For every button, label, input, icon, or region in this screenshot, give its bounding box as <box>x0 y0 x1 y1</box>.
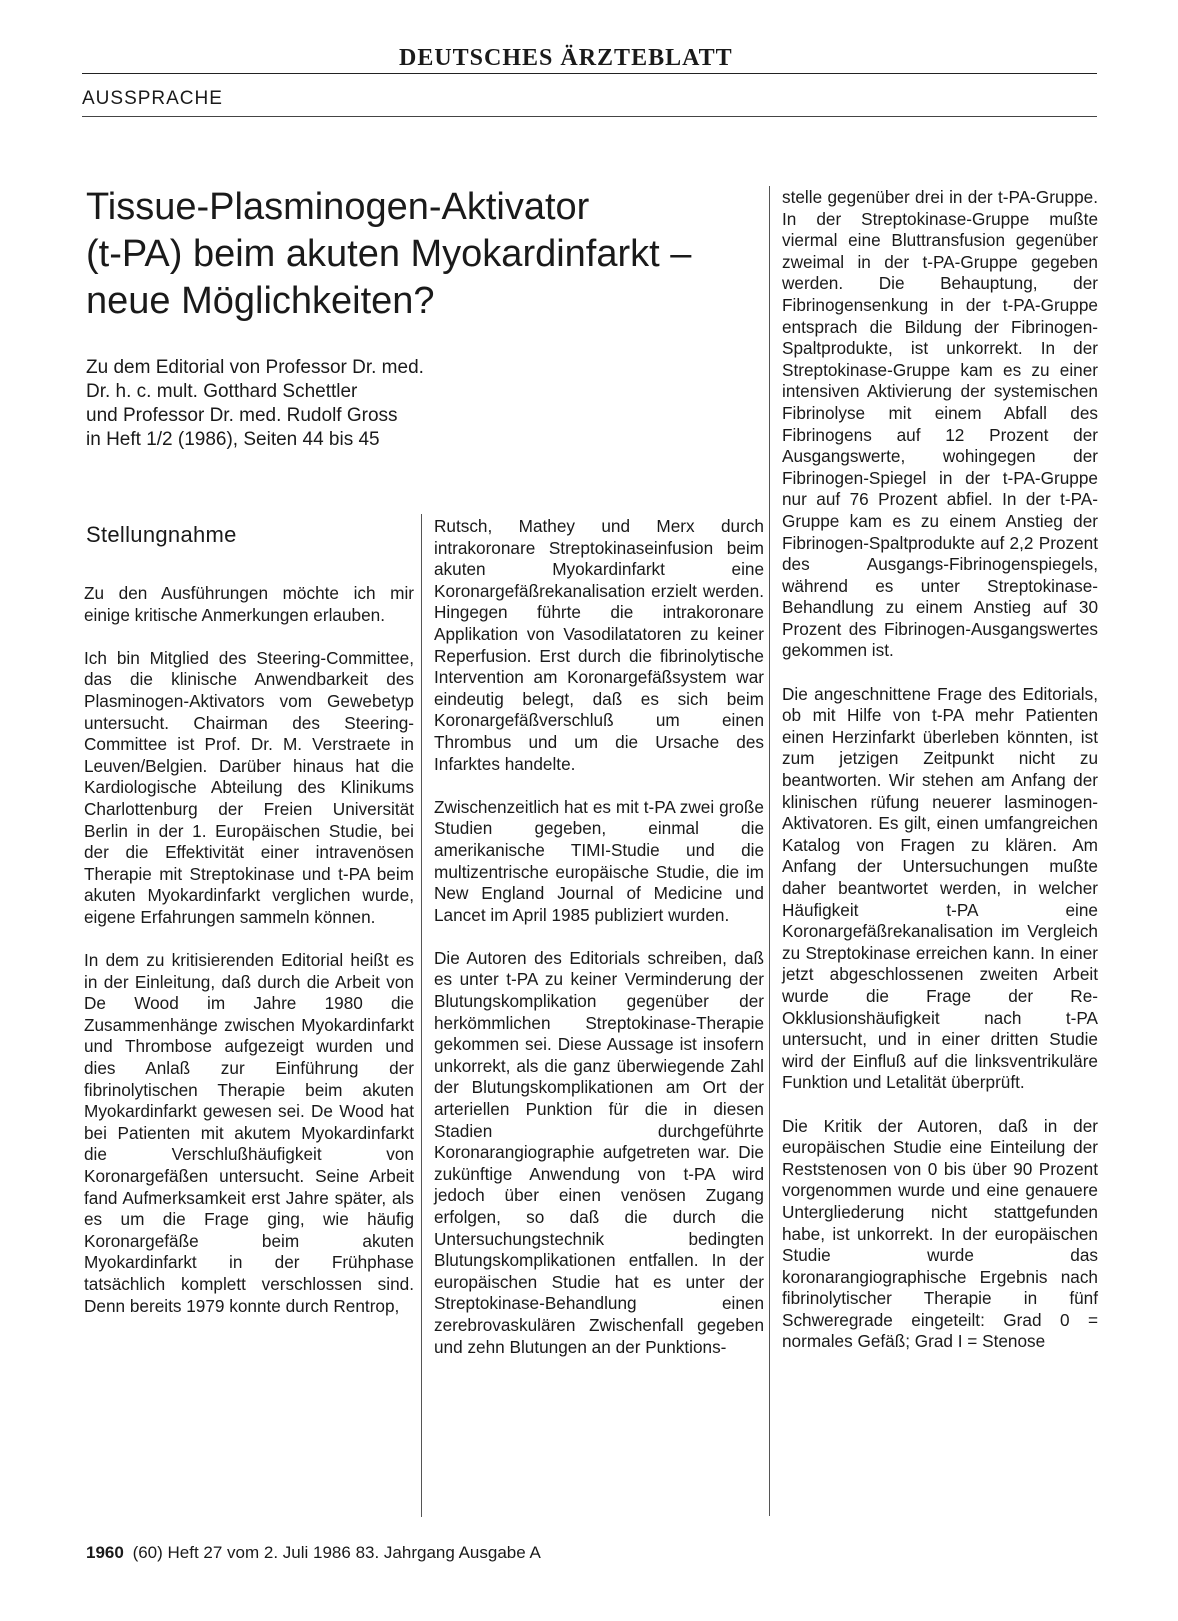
paragraph: In dem zu kritisierenden Editorial heißt es in der Einleitung, daß durch die Arbeit von De Wood im Jahre 1980 die Zusammenhänge zwischen Myokardinfarkt und Thrombose aufgezeigt wurden und dies Anlaß zur Einführung der fibrinolytischen Therapie beim akuten Myokardinfarkt gewesen sei. De Wood hat bei Patienten mit akutem Myokardinfarkt die Verschlußhäufigkeit von Koronargefäßen untersucht. Seine Arbeit fand Aufmerksamkeit erst Jahre später, als es um die Frage ging, wie häufig Koronargefäße beim akuten Myokardinfarkt in der Frühphase tatsächlich komplett verschlossen sind. Denn bereits 1979 konnte durch Rentrop, <box>84 950 414 1316</box>
reference-line: in Heft 1/2 (1986), Seiten 44 bis 45 <box>86 429 380 450</box>
paragraph: Die Kritik der Autoren, daß in der europäischen Studie eine Einteilung der Reststenosen von 0 bis über 90 Prozent vorgenommen wurde und eine genauere Untergliederung nicht stattgefunden habe, ist unkorrekt. In der europäischen Studie wurde das koronarangiographische Ergebnis nach fibrinolytischer Therapie in fünf Schweregrade eingeteilt: Grad 0 = normales Gefäß; Grad I = Stenose <box>782 1115 1098 1352</box>
section-rule <box>82 116 1097 117</box>
paragraph: stelle gegenüber drei in der t-PA-Gruppe. In der Streptokinase-Gruppe mußte viermal eine Bluttransfusion gegenüber zweimal in der t-PA-Gruppe gegeben werden. Die Behauptung, der Fibrinogensenkung in der t-PA-Gruppe entsprach die Bildung der Fibrinogen-Spaltprodukte, ist unkorrekt. In der Streptokinase-Gruppe kam es zu einer intensiven Aktivierung der systemischen Fibrinolyse mit einem Abfall des Fibrinogens auf 12 Prozent der Ausgangswerte, wohingegen der Fibrinogen-Spiegel in der t-PA-Gruppe nur auf 76 Prozent abfiel. In der t-PA-Gruppe kam es zu einem Anstieg der Fibrinogen-Spaltprodukte auf 2,2 Prozent des Ausgangs-Fibrinogenspiegels, während es unter Streptokinase-Behandlung zu einem Anstieg auf 30 Prozent des Fibrinogen-Ausgangswertes gekommen ist. <box>782 187 1098 661</box>
paragraph: Die angeschnittene Frage des Editorials, ob mit Hilfe von t-PA mehr Patienten einen Herzinfarkt überleben könnten, ist zum jetzigen Zeitpunkt nicht zu beantworten. Wir stehen am Anfang der klinischen rüfung neuerer lasminogen-Aktivatoren. Es gilt, einen umfangreichen Katalog von Fragen zu klären. Am Anfang der Untersuchungen mußte daher beantwortet werden, in welcher Häufigkeit t-PA eine Koronargefäßrekanalisation im Vergleich zu Streptokinase erreichen kann. In einer jetzt abgeschlossenen zweiten Arbeit wurde die Frage der Re-Okklusionshäufigkeit nach t-PA untersucht, und in einer dritten Studie wird der Einfluß auf die linksventrikuläre Funktion und Letalität überprüft. <box>782 683 1098 1093</box>
title-line: (t-PA) beim akuten Myokardinfarkt – <box>86 233 692 275</box>
issue-info: (60) Heft 27 vom 2. Juli 1986 83. Jahrgang Ausgabe A <box>132 1543 541 1562</box>
editorial-reference <box>86 356 424 452</box>
reference-line: Dr. h. c. mult. Gotthard Schettler <box>86 381 358 402</box>
paragraph: Rutsch, Mathey und Merx durch intrakoronare Streptokinaseinfusion beim akuten Myokardinfarkt eine Koronargefäßrekanalisation erzielt werden. Hingegen führte die intrakoronare Applikation von Vasodilatatoren zu keiner Reperfusion. Erst durch die fibrinolytische Intervention am Koronargefäßsystem war eindeutig belegt, daß es sich beim Koronargefäßverschluß um einen Thrombus und um die Ursache des Infarktes handelte. <box>434 516 764 774</box>
page-footer <box>86 1543 541 1563</box>
paragraph: Zu den Ausführungen möchte ich mir einige kritische Anmerkungen erlauben. <box>84 583 414 625</box>
column-heading: Stellungnahme <box>86 522 237 547</box>
reference-line: und Professor Dr. med. Rudolf Gross <box>86 405 398 426</box>
masthead-rule <box>82 73 1097 74</box>
paragraph: Ich bin Mitglied des Steering-Committee, das die klinische Anwendbarkeit des Plasminogen-Aktivators vom Gewebetyp untersucht. Chairman des Steering-Committee ist Prof. Dr. M. Verstraete in Leuven/Belgien. Darüber hinaus hat die Kardiologische Abteilung des Klinikums Charlottenburg der Freien Universität Berlin in der 1. Europäischen Studie, bei der die Effektivität einer intravenösen Therapie mit Streptokinase und t-PA beim akuten Myokardinfarkt verglichen wurde, eigene Erfahrungen sammeln können. <box>84 647 414 927</box>
column-1 <box>84 583 414 1339</box>
column-divider <box>769 186 770 1516</box>
column-3 <box>782 187 1098 1375</box>
section-label: AUSSPRACHE <box>82 88 223 109</box>
masthead: DEUTSCHES ÄRZTEBLATT <box>399 45 733 71</box>
title-line: neue Möglichkeiten? <box>86 280 435 322</box>
article-title <box>86 184 731 325</box>
page-number: 1960 <box>86 1543 124 1562</box>
column-divider <box>421 514 422 1517</box>
column-2 <box>434 516 764 1380</box>
paragraph: Zwischenzeitlich hat es mit t-PA zwei große Studien gegeben, einmal die amerikanische TIMI-Studie und die multizentrische europäische Studie, die im New England Journal of Medicine und Lancet im April 1985 publiziert wurden. <box>434 796 764 925</box>
paragraph: Die Autoren des Editorials schreiben, daß es unter t-PA zu keiner Verminderung der Blutungskomplikation gegenüber der herkömmlichen Streptokinase-Therapie gekommen sei. Diese Aussage ist insofern unkorrekt, als die ganz überwiegende Zahl der Blutungskomplikationen am Ort der arteriellen Punktion für die in diesen Stadien durchgeführte Koronarangiographie aufgetreten war. Die zukünftige Anwendung von t-PA wird jedoch über einen venösen Zugang erfolgen, so daß die durch die Untersuchungstechnik bedingten Blutungskomplikationen entfallen. In der europäischen Studie hat es unter der Streptokinase-Behandlung einen zerebrovaskulären Zwischenfall gegeben und zehn Blutungen an der Punktions- <box>434 947 764 1357</box>
reference-line: Zu dem Editorial von Professor Dr. med. <box>86 357 424 378</box>
title-line: Tissue-Plasminogen-Aktivator <box>86 186 590 228</box>
